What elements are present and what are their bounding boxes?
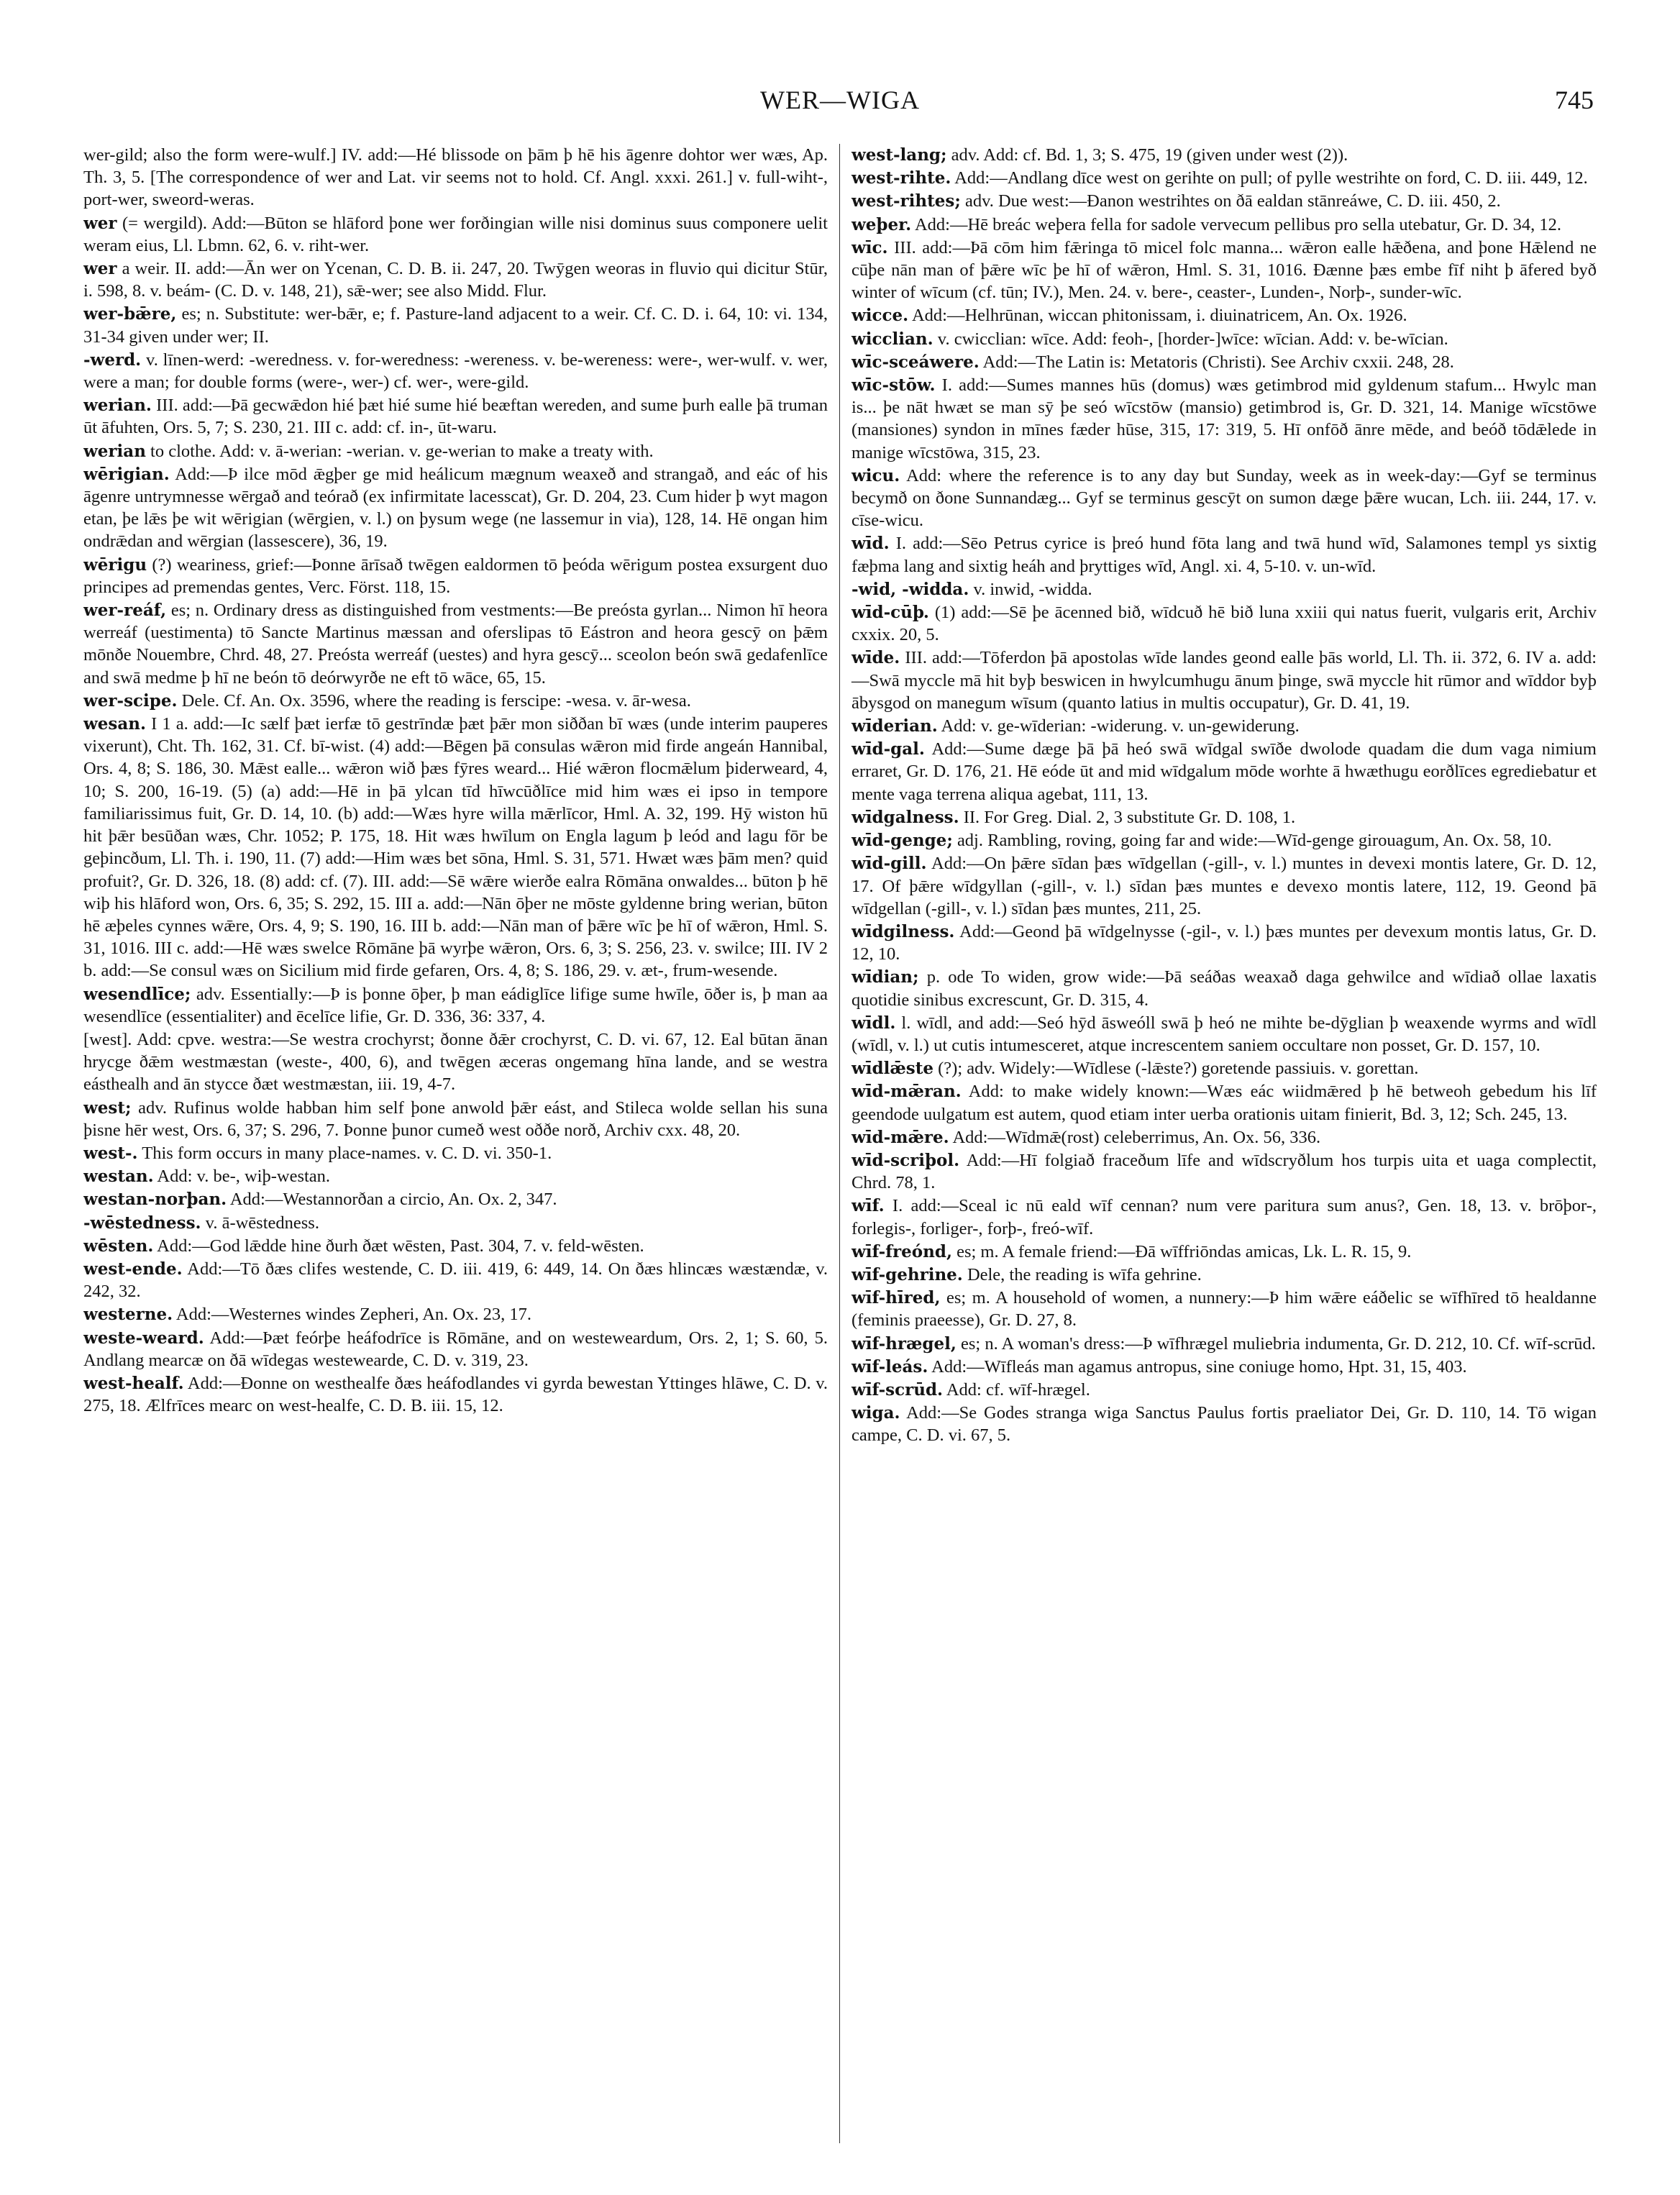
entry-text: Add:—On þǣre sīdan þæs wīdgellan (-gill-, v. l.) muntes in devexi montis latere, Gr. D. 12, 17. Of þǣre wīdgyllan (-gill-, v. l.) sīdan þæs muntes e devexo montis latere, 112, 19. Geond þā wīdgellan (-gill-, v. l.) sīdan þæs muntes, 211, 25. <box>852 854 1597 918</box>
dictionary-entry <box>83 1258 828 1302</box>
dictionary-entry <box>852 351 1597 373</box>
dictionary-entry <box>852 921 1597 965</box>
entry-text: Dele. Cf. An. Ox. 3596, where the reading is ferscipe: -wesa. v. ār-wesa. <box>181 690 691 711</box>
entry-text: v. ā-wēstedness. <box>205 1213 319 1233</box>
entry-text: Add: v. ge-wīderian: -widerung. v. un-gewiderung. <box>941 716 1300 736</box>
dictionary-entry <box>852 1057 1597 1080</box>
entry-text: p. ode To widen, grow wide:—Þā seáðas weaxað daga gehwilce and wīdiað ollae laxatis quotidie sinibus excrescunt, Gr. D. 315, 4. <box>852 967 1597 1010</box>
dictionary-entry <box>852 601 1597 646</box>
dictionary-entry <box>83 690 828 712</box>
entry-headword: wīde. <box>852 648 900 668</box>
entry-headword: wīd-mǣran. <box>852 1082 962 1102</box>
dictionary-entry <box>83 212 828 257</box>
entry-headword: wīdian; <box>852 967 919 987</box>
entry-text: es; n. Substitute: wer-bǣr, e; f. Pasture-land adjacent to a weir. Cf. C. D. i. 64, 10: vi. 134, 31-34 given under wer; II. <box>83 304 828 347</box>
entry-headword: wicu. <box>852 465 900 485</box>
entry-headword: wer <box>83 259 117 279</box>
dictionary-entry <box>83 1165 828 1187</box>
entry-headword: wīd-cūþ. <box>852 603 929 623</box>
entry-headword: westan-norþan. <box>83 1190 227 1210</box>
entry-headword: west-rihte. <box>852 168 951 188</box>
entry-text: This form occurs in many place-names. v. C. D. vi. 350-1. <box>142 1143 552 1163</box>
entry-headword: werian. <box>83 396 152 416</box>
entry-headword: wer-bǣre, <box>83 304 177 324</box>
entry-text: Add:—Helhrūnan, wiccan phitonissam, i. diuinatricem, An. Ox. 1926. <box>911 306 1407 326</box>
dictionary-entry <box>852 1195 1597 1239</box>
dictionary-entry <box>852 1264 1597 1286</box>
entry-headword: westan. <box>83 1167 154 1187</box>
entry-headword: wīc. <box>852 237 888 257</box>
entry-headword: wēsten. <box>83 1236 154 1256</box>
entry-headword: wīf-gehrine. <box>852 1264 963 1284</box>
entry-text: I. add:—Sumes mannes hūs (domus) wæs getimbrod mid gyldenum stafum... Hwylc man is... þe nāt hwæt se man sȳ þe seó wīcstōw (mansio) getimbrod is, Gr. D. 321, 14. Manige wīcstōwe (mansiones) syndon in mīnes fæder hūse, 315, 17: 319, 5. Hī onfōð ānre mēde, and beóð tōdǣlede in manige wīcstōwa, 315, 23. <box>852 375 1597 462</box>
dictionary-entry <box>83 257 828 302</box>
dictionary-entry <box>852 1126 1597 1149</box>
dictionary-entry <box>852 374 1597 464</box>
entry-headword: west-rihtes; <box>852 191 961 211</box>
entry-text: adv. Due west:—Ðanon westrihtes on ðā ealdan stānreáwe, C. D. iii. 450, 2. <box>964 191 1501 211</box>
dictionary-entry <box>83 144 828 211</box>
entry-headword: wīd-gill. <box>852 854 927 874</box>
entry-text: [west]. Add: cpve. westra:—Se westra crochyrst; ðonne ðǣr crochyrst, C. D. vi. 67, 12. Eal būtan ānan hrycge ðǣm westmæstan (weste-, 400, 6), and twēgen æceras ongemang hīna lande, and se westra eásthealh and ān stycce ðæt westmæstan, iii. 19, 4-7. <box>83 1029 828 1095</box>
entry-text: Add: where the reference is to any day but Sunday, week as in week-day:—Gyf se terminus becymð on ðone Sunnandæg... Gyf se terminus gescȳt on sumon dæge þǣre wucan, Lch. iii. 244, 17. v. cīse-wicu. <box>852 465 1597 531</box>
dictionary-entry <box>83 1372 828 1417</box>
entry-text: III. add:—Þā cōm him fǣringa tō micel folc manna... wǣron ealle hǣðena, and þone Hǣlend ne cūþe nān man of þǣre wīc þe hī of wǣron, Hml. S. 31, 1016. Ðænne þæs embe fīf niht þ āfered byð winter of wīcum (cf. tūn; IV.), Men. 24. v. bere-, ceaster-, Lunden-, Norþ-, sunder-wīc. <box>852 237 1597 303</box>
entry-headword: weste-weard. <box>83 1328 204 1348</box>
dictionary-entry <box>852 214 1597 236</box>
entry-headword: wicclian. <box>852 329 933 349</box>
dictionary-entry <box>852 304 1597 327</box>
dictionary-entry <box>852 190 1597 212</box>
entry-headword: wīdgalness. <box>852 807 959 827</box>
entry-text: (1) add:—Sē þe ācenned bið, wīdcuð hē bið luna xxiii qui natus fuerit, vulgaris erit, Archiv cxxix. 20, 5. <box>852 603 1597 645</box>
dictionary-entry <box>852 1241 1597 1263</box>
entry-text: adv. Add: cf. Bd. 1, 3; S. 475, 19 (given under west (2)). <box>951 145 1348 165</box>
entry-headword: -wēstedness. <box>83 1213 201 1233</box>
entry-headword: westerne. <box>83 1305 173 1325</box>
entry-headword: wīc-sceáwere. <box>852 352 980 372</box>
entry-text: Add:—Ðonne on westhealfe ðæs heáfodlandes vi gyrda bewestan Yttinges hlāwe, C. D. v. 275, 18. Ælfrīces mearc on west-healfe, C. D. B. iii. 15, 12. <box>83 1373 828 1416</box>
entry-text: Add:—Westernes windes Zepheri, An. Ox. 23, 17. <box>175 1305 531 1325</box>
entry-text: III. add:—Þā gecwǣdon hié þæt hié sume hié beæftan wereden, and sume þurh ealle þā truman ūt āfuhten, Ors. 5, 7; S. 230, 21. III c. add: cf. in-, ūt-waru. <box>83 396 828 438</box>
dictionary-entry <box>83 713 828 982</box>
entry-text: I 1 a. add:—Ic sælf þæt ierfæ tō gestrīndæ þæt þǣr mon siððan bī wæs (unde interim pauperes vixerunt), Cht. Th. 162, 31. Cf. bī-wist. (4) add:—Bēgen þā consulas wǣron mid firde angeán Hannibal, Ors. 4, 8; S. 186, 30. Mǣst ealle... wǣron wið þæs fȳres weard... Hié wǣron flocmǣlum þiderweard, 4, 10; S. 200, 16-19. (5) (a) add:—Hē in þā ylcan tīd hīwcūðlīce mid him wæs ei ipso in tempore familiarissimus fuit, Gr. D. 14, 10. (b) add:—Wæs hyre willa mǣrlīcor, Hml. A. 32, 199. Hȳ wiston hū hit þǣr besūðan wæs, Chr. 1052; P. 175, 18. Hit wæs hwīlum on Engla lagum þ leód and lagu fōr be geþincðum, Ll. Th. i. 190, 11. (7) add:—Him wæs bet sōna, Hml. S. 31, 571. Hwæt wæs þām men? quid profuit?, Gr. D. 326, 18. (8) add: cf. (7). III. add:—Sē wǣre wierðe ealra Rōmāna onwaldes... būton þ hē wiþ his hlāford won, Ors. 6, 35; S. 292, 15. III a. add:—Nān ōþer ne mōste gyldenne bring werian, būton hē æþeles cynnes wǣre, Ors. 4, 9; S. 190, 16. III b. add:—Nān man of þǣre wīc þe hī of wǣron, Hml. S. 31, 1016. III c. add:—Hē wæs swelce Rōmāne þā wyrþe wǣron, Ors. 6, 3; S. 256, 23. v. swilce; III. IV 2 b. add:—Se consul wæs on Sicilium mid firde gefaren, Ors. 4, 8; S. 186, 29. v. æt-, frum-wesende. <box>83 714 828 981</box>
entry-text: es; n. A woman's dress:—Þ wīfhrægel muliebria indumenta, Gr. D. 212, 10. Cf. wīf-scrūd. <box>961 1333 1596 1354</box>
entry-text: II. For Greg. Dial. 2, 3 substitute Gr. D. 108, 1. <box>963 807 1296 827</box>
dictionary-columns <box>83 144 1597 2143</box>
entry-text: Add:—Hī folgiað fraceðum līfe and wīdscryðlum hos turpis uita et uaga complectit, Chrd. 78, 1. <box>852 1150 1597 1193</box>
entry-headword: west-. <box>83 1143 138 1163</box>
entry-headword: wīc-stōw. <box>852 375 936 396</box>
entry-text: I. add:—Sceal ic nū eald wīf cennan? num vere paritura sum anus?, Gen. 18, 13. v. brōþor-, forlegis-, forliger-, forþ-, freó-wīf. <box>852 1196 1597 1238</box>
dictionary-entry <box>852 852 1597 920</box>
entry-text: v. inwid, -widda. <box>973 579 1092 599</box>
dictionary-entry <box>83 440 828 462</box>
dictionary-entry <box>852 738 1597 806</box>
entry-headword: west-ende. <box>83 1259 183 1279</box>
entry-headword: west-healf. <box>83 1373 184 1393</box>
entry-headword: wīf-freónd, <box>852 1241 952 1261</box>
entry-text: adv. Rufinus wolde habban him self þone anwold þǣr eást, and Stileca wolde sellan his suna þisne hēr west, Ors. 6, 37; S. 296, 7. Þonne þunor cumeð west oððe norð, Archiv cxx. 48, 20. <box>83 1098 828 1140</box>
entry-headword: wer <box>83 213 117 233</box>
entry-text: es; m. A household of women, a nunnery:—Þ him wǣre eáðelic se wīfhīred tō healdanne (feminis praeesse), Gr. D. 27, 8. <box>852 1288 1597 1331</box>
entry-text: Add:—Westannorðan a circio, An. Ox. 2, 347. <box>229 1190 557 1210</box>
dictionary-entry <box>852 1149 1597 1194</box>
dictionary-entry <box>852 144 1597 166</box>
entry-text: I. add:—Sēo Petrus cyrice is þreó hund fōta lang and twā hund wīd, Salamones templ ys sixtig fæþma lang and sixtig heáh and þryttiges wīd, Angl. xi. 4, 5-10. v. un-wīd. <box>852 534 1597 576</box>
dictionary-entry <box>83 303 828 347</box>
entry-headword: wīf-leás. <box>852 1356 928 1377</box>
entry-text: Add:—Andlang dīce west on gerihte on pull; of pylle westrihte on ford, C. D. iii. 449, 12. <box>954 168 1588 188</box>
entry-headword: wīdl. <box>852 1013 896 1033</box>
running-head: WER—WIGA <box>760 86 920 114</box>
entry-headword: west-lang; <box>852 145 947 165</box>
dictionary-entry <box>83 1303 828 1325</box>
entry-text: Add:—Se Godes stranga wiga Sanctus Paulus fortis praeliator Dei, Gr. D. 110, 14. Tō wigan campe, C. D. vi. 67, 5. <box>852 1403 1597 1446</box>
dictionary-entry <box>852 1379 1597 1401</box>
dictionary-entry <box>83 349 828 393</box>
entry-headword: wīf-scrūd. <box>852 1379 944 1400</box>
entry-text: Add:—Hē breác weþera fella for sadole vervecum pellibus pro sella utebatur, Gr. D. 34, 12. <box>914 214 1562 234</box>
entry-text: Add:—Tō ðæs clifes westende, C. D. iii. 419, 6: 449, 14. On ðæs hlincæs wæstændæ, v. 242, 32. <box>83 1259 828 1302</box>
entry-text: l. wīdl, and add:—Seó hȳd āsweóll swā þ heó ne mihte be-dȳglian þ weaxende wyrms and wīdl (wīdl, v. l.) ut cutis intumesceret, atque increscentem saniem occultare non posset, Gr. D. 157, 10. <box>852 1013 1597 1055</box>
dictionary-entry <box>852 167 1597 189</box>
dictionary-entry <box>83 1327 828 1372</box>
entry-text: wer-gild; also the form were-wulf.] IV. add:—Hé blissode on þām þ hē his āgenre dohtor wer wæs, Ap. Th. 3, 5. [The correspondence of wer and Lat. vir seems not to hold. Cf. Angl. xxxi. 261.] v. full-wiht-, port-wer, sweord-weras. <box>83 145 828 210</box>
left-column <box>83 144 840 2143</box>
entry-headword: wīf-hīred, <box>852 1288 941 1308</box>
dictionary-entry <box>852 1333 1597 1355</box>
dictionary-entry <box>83 1097 828 1141</box>
dictionary-entry <box>852 1287 1597 1331</box>
entry-headword: weþer. <box>852 214 912 234</box>
page-header <box>43 85 1637 128</box>
entry-headword: wicce. <box>852 306 909 326</box>
dictionary-entry <box>852 1402 1597 1446</box>
entry-text: Add:—The Latin is: Metatoris (Christi). See Archiv cxxii. 248, 28. <box>982 352 1454 372</box>
dictionary-entry <box>852 1080 1597 1125</box>
dictionary-entry <box>852 829 1597 852</box>
dictionary-entry <box>83 983 828 1028</box>
entry-headword: wesendlīce; <box>83 984 191 1004</box>
entry-headword: wīderian. <box>852 716 938 736</box>
entry-headword: west; <box>83 1098 132 1118</box>
dictionary-entry <box>852 328 1597 350</box>
entry-headword: werian <box>83 441 146 461</box>
entry-headword: -werd. <box>83 350 142 370</box>
entry-text: (?) weariness, grief:—Þonne ārīsað twēgen ealdormen tō þeóda wērigum postea exsurgent duo principes ad premendas gentes, Verc. Först. 118, 15. <box>83 555 828 597</box>
right-column <box>840 144 1597 2143</box>
dictionary-entry <box>83 463 828 553</box>
dictionary-entry <box>83 1188 828 1210</box>
dictionary-entry <box>852 1356 1597 1378</box>
entry-text: Dele, the reading is wīfa gehrine. <box>967 1264 1202 1284</box>
page-number: 745 <box>1555 86 1594 114</box>
entry-text: Add:—Þ ilce mōd ǣgþer ge mid heálicum mægnum weaxeð and strangað, and eác of his āgenre untrymnesse wērgað and teórað (ex infirmitate lacesscat), Gr. D. 204, 23. Cum hider þ wyt magon etan, þe lǣs þe wit wērigian (wērgien, v. l.) on þysum wege (ne lassemur in via), 128, 14. Hē ongan him ondrǣdan and wērgian (lassescere), 36, 19. <box>83 464 828 552</box>
dictionary-entry <box>83 1235 828 1257</box>
dictionary-entry <box>83 1028 828 1096</box>
entry-text: Add: to make widely known:—Wæs eác wiidmǣred þ hē betweoh gebedum his līf geendode uulgatum est autem, quod etiam inter uerba orationis uitam finierit, Bd. 3, 12; Sch. 245, 13. <box>852 1082 1597 1124</box>
dictionary-entry <box>852 966 1597 1010</box>
dictionary-entry <box>852 715 1597 737</box>
entry-text: es; n. Ordinary dress as distinguished from vestments:—Be preósta gyrlan... Nimon hī heora werreáf (uestimenta) tō Sancte Martinus mæssan and oferslipas tō Eástron and heora gescȳ on þǣm mōnðe Nouembre, Chrd. 48, 27. Preósta werreáf (uestes) and hyra gescȳ... sceolon beón swā gedafenlīce and swā medme þ hī ne beón tō deórwyrðe ne eft tō wāce, 65, 15. <box>83 601 828 688</box>
entry-text: (= wergild). Add:—Būton se hlāford þone wer forðingian wille nisi dominus suus componere uelit weram eius, Ll. Lbmn. 62, 6. v. riht-wer. <box>83 213 828 255</box>
dictionary-entry <box>852 532 1597 577</box>
entry-text: Add:—Geond þā wīdgelnysse (-gil-, v. l.) þæs muntes per devexum montis latus, Gr. D. 12, 10. <box>852 921 1597 964</box>
entry-headword: -wid, -widda. <box>852 579 969 599</box>
entry-headword: wiga. <box>852 1403 900 1423</box>
entry-headword: wīd-mǣre. <box>852 1127 949 1147</box>
dictionary-entry <box>83 1142 828 1164</box>
entry-text: to clothe. Add: v. ā-werian: -werian. v. ge-werian to make a treaty with. <box>150 441 654 461</box>
entry-headword: wērigu <box>83 555 147 575</box>
entry-headword: wesan. <box>83 714 147 734</box>
dictionary-entry <box>83 599 828 689</box>
entry-text: Add: v. be-, wiþ-westan. <box>157 1167 331 1187</box>
entry-text: III. add:—Tōferdon þā apostolas wīde landes geond ealle þās world, Ll. Th. ii. 372, 6. IV a. add:—Swā myccle mā hit byþ beswicen in hwylcumhugu ānum þinge, swā myccle hit rūmor and wīddor byþ ābysgod on manegum wīsum (quanto latius in multis occupatur), Gr. D. 41, 19. <box>852 648 1597 713</box>
entry-headword: wīd-gal. <box>852 739 925 759</box>
entry-text: Add:—Sume dæge þā þā heó swā wīdgal swīðe dwolode quadam die dum vaga nimium erraret, Gr. D. 176, 21. Hē eóde ūt and mid wīdgalum mōde worhte ā hwæthugu eorðlīces egrediebatur et mente vaga terrena aliqua agebat, 111, 13. <box>852 739 1597 804</box>
entry-text: adv. Essentially:—Þ is þonne ōþer, þ man eádiglīce lifige sume hwīle, ōðer is, þ man aa wesendlīce (essentialiter) and ēcelīce lifie, Gr. D. 336, 36: 337, 4. <box>83 984 828 1026</box>
entry-headword: wīd-scriþol. <box>852 1150 960 1170</box>
dictionary-entry <box>852 806 1597 829</box>
entry-text: Add:—Wīdmǣ(rost) celeberrimus, An. Ox. 56, 336. <box>952 1127 1321 1147</box>
entry-text: a weir. II. add:—Ān wer on Ycenan, C. D. B. ii. 247, 20. Twȳgen weoras in fluvio qui dicitur Stūr, i. 598, 8. v. beám- (C. D. v. 148, 21), sǣ-wer; see also Midd. Flur. <box>83 259 828 301</box>
entry-headword: wer-reáf, <box>83 601 167 621</box>
entry-text: v. cwicclian: wīce. Add: feoh-, [horder-]wīce: wīcian. Add: v. be-wīcian. <box>937 329 1448 349</box>
entry-text: es; m. A female friend:—Ðā wīffriōndas amicas, Lk. L. R. 15, 9. <box>957 1241 1412 1261</box>
entry-headword: wīf. <box>852 1196 885 1216</box>
dictionary-entry <box>83 554 828 598</box>
entry-headword: wīdgilness. <box>852 921 955 941</box>
entry-headword: wērigian. <box>83 464 170 484</box>
entry-headword: wīf-hrægel, <box>852 1333 957 1354</box>
dictionary-entry <box>852 578 1597 601</box>
dictionary-entry <box>83 394 828 439</box>
entry-text: Add:—God lǣdde hine ðurh ðæt wēsten, Past. 304, 7. v. feld-wēsten. <box>157 1236 644 1256</box>
dictionary-entry <box>852 465 1597 532</box>
entry-headword: wīd-genge; <box>852 831 953 851</box>
entry-text: v. līnen-werd: -weredness. v. for-weredness: -wereness. v. be-wereness: were-, wer-wulf. v. wer, were a man; for double forms (were-, wer-) cf. wer-, were-gild. <box>83 350 828 393</box>
dictionary-entry <box>852 1012 1597 1057</box>
entry-text: adj. Rambling, roving, going far and wide:—Wīd-genge girouagum, An. Ox. 58, 10. <box>957 831 1552 851</box>
entry-headword: wīd. <box>852 534 890 554</box>
entry-headword: wer-scipe. <box>83 690 178 711</box>
entry-text: Add: cf. wīf-hrægel. <box>946 1379 1090 1400</box>
entry-text: Add:—Þæt feórþe heáfodrīce is Rōmāne, and on westeweardum, Ors. 2, 1; S. 60, 5. Andlang mearcæ on ðā wīdegas westewearde, C. D. v. 319, 23. <box>83 1328 828 1370</box>
entry-text: Add:—Wīfleás man agamus antropus, sine coniuge homo, Hpt. 31, 15, 403. <box>931 1356 1467 1377</box>
entry-text: (?); adv. Widely:—Wīdlese (-lǣste?) goretende passiuis. v. gorettan. <box>938 1059 1419 1079</box>
dictionary-entry <box>852 237 1597 304</box>
entry-headword: wīdlǣste <box>852 1059 933 1079</box>
dictionary-entry <box>852 647 1597 714</box>
dictionary-entry <box>83 1212 828 1234</box>
